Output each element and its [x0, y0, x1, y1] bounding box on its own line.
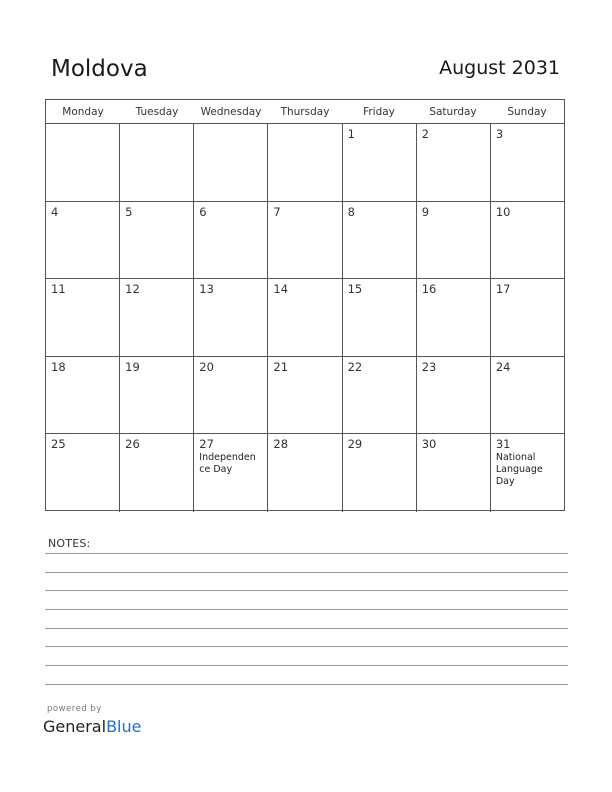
day-cell: [46, 124, 119, 201]
day-cell: [267, 357, 341, 434]
week-row: [46, 279, 564, 357]
day-cell: [119, 434, 193, 512]
day-cell: [193, 357, 267, 434]
day-number: 16: [421, 282, 437, 297]
weekday-friday: Friday: [363, 106, 395, 118]
day-cell: [490, 124, 564, 201]
note-line: [45, 590, 568, 591]
country-title: Moldova: [51, 56, 148, 82]
day-number: 4: [51, 204, 59, 219]
day-cell: [193, 202, 267, 279]
day-number: 19: [125, 359, 140, 374]
day-cell: [193, 434, 267, 512]
day-cell: [342, 434, 416, 512]
weekday-tuesday: Tuesday: [135, 106, 179, 118]
holiday-label: National Language Day: [495, 452, 543, 488]
week-row: [46, 124, 564, 202]
day-number: 29: [347, 437, 363, 452]
day-number: 30: [421, 437, 437, 452]
day-cell: [416, 124, 490, 201]
day-number: 17: [495, 282, 511, 297]
note-line: [45, 628, 568, 629]
week-row: [46, 434, 564, 512]
day-number: 31: [495, 437, 511, 452]
day-cell: [267, 202, 341, 279]
note-line: [45, 572, 568, 573]
day-cell: [416, 279, 490, 356]
day-cell: [416, 357, 490, 434]
day-number: 11: [51, 282, 66, 297]
day-cell: [342, 357, 416, 434]
weekday-monday: Monday: [62, 106, 104, 118]
day-number: 27: [199, 437, 214, 452]
day-number: 13: [199, 282, 214, 297]
day-cell: [267, 279, 341, 356]
note-line: [45, 609, 568, 610]
day-number: 10: [495, 204, 511, 219]
weekday-wednesday: Wednesday: [200, 106, 262, 118]
day-cell: [119, 124, 193, 201]
month-year-title: August 2031: [439, 57, 560, 79]
weekday-header-row: [46, 100, 564, 124]
day-number: 21: [273, 359, 289, 374]
day-number: 26: [125, 437, 140, 452]
day-number: 18: [51, 359, 66, 374]
notes-label: NOTES:: [48, 537, 91, 550]
day-number: 12: [125, 282, 140, 297]
weeks-container: [46, 124, 564, 512]
day-cell: [46, 202, 119, 279]
day-number: 9: [421, 204, 430, 219]
day-cell: [267, 434, 341, 512]
weekday-sunday: Sunday: [507, 106, 547, 118]
day-number: 1: [347, 127, 355, 141]
day-cell: [46, 434, 119, 512]
day-cell: [342, 202, 416, 279]
day-cell: [490, 357, 564, 434]
day-cell: [416, 202, 490, 279]
week-row: [46, 357, 564, 435]
day-cell: [119, 357, 193, 434]
calendar-grid: [45, 99, 565, 511]
day-number: 28: [273, 437, 289, 452]
powered-by-text: powered by: [47, 704, 102, 714]
day-cell: [193, 124, 267, 201]
day-cell: [490, 202, 564, 279]
day-cell: [490, 434, 564, 512]
day-cell: [416, 434, 490, 512]
day-number: 3: [495, 127, 504, 141]
day-cell: [490, 279, 564, 356]
day-cell: [342, 124, 416, 201]
note-line: [45, 665, 568, 666]
brand-general: General: [43, 717, 107, 736]
note-line: [45, 553, 568, 554]
day-number: 23: [421, 359, 437, 374]
day-number: 2: [421, 127, 430, 141]
weekday-saturday: Saturday: [429, 106, 477, 118]
brand-blue: Blue: [106, 717, 142, 736]
day-number: 7: [273, 204, 281, 219]
holiday-label: Independen ce Day: [199, 452, 256, 476]
weekday-thursday: Thursday: [280, 106, 330, 118]
day-number: 15: [347, 282, 363, 297]
day-number: 22: [347, 359, 363, 374]
week-row: [46, 202, 564, 280]
day-number: 20: [199, 359, 214, 374]
generalblue-logo: [43, 717, 141, 736]
note-line: [45, 646, 568, 647]
day-cell: [46, 279, 119, 356]
day-cell: [119, 279, 193, 356]
day-number: 24: [495, 359, 511, 374]
day-cell: [342, 279, 416, 356]
day-number: 8: [347, 204, 355, 219]
day-cell: [46, 357, 119, 434]
day-number: 5: [125, 204, 133, 219]
day-cell: [193, 279, 267, 356]
day-number: 14: [273, 282, 289, 297]
day-number: 6: [199, 204, 207, 219]
day-cell: [119, 202, 193, 279]
day-number: 25: [51, 437, 66, 452]
day-cell: [267, 124, 341, 201]
note-line: [45, 684, 568, 685]
